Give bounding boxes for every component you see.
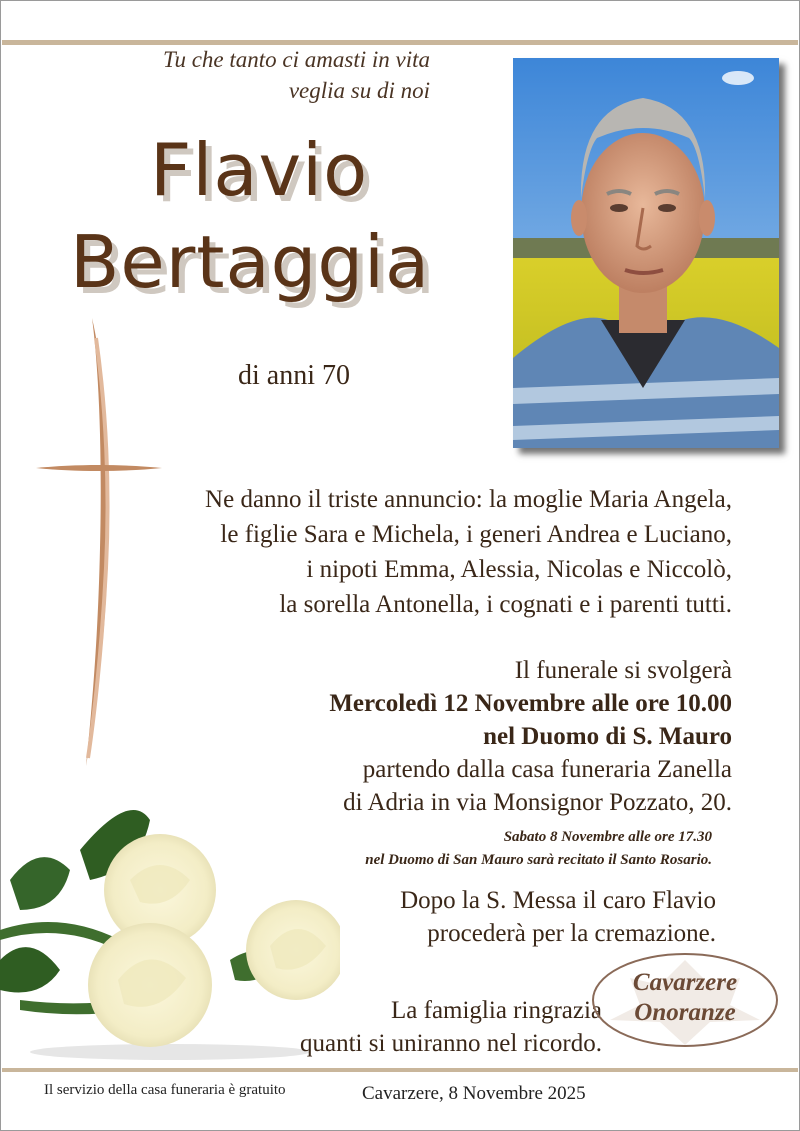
thanks-line: La famiglia ringrazia — [391, 997, 602, 1024]
announcement-line: i nipoti Emma, Alessia, Nicolas e Niccolò, — [306, 556, 732, 583]
white-roses-image — [0, 790, 340, 1060]
funeral-home-logo-text — [590, 968, 780, 1028]
announcement-line: la sorella Antonella, i cognati e i parenti tutti. — [279, 591, 732, 618]
cross-icon — [36, 318, 162, 766]
verse-line-2: veglia su di noi — [288, 78, 430, 103]
cremation-info — [400, 884, 716, 950]
place-date: Cavarzere, 8 Novembre 2025 — [362, 1083, 586, 1104]
funeral-address: di Adria in via Monsignor Pozzato, 20. — [343, 789, 732, 816]
first-name: Flavio — [150, 128, 369, 212]
age: di anni 70 — [238, 360, 350, 391]
announcement-line: le figlie Sara e Michela, i generi Andrea e Luciano, — [220, 521, 732, 548]
verse-line-1: Tu che tanto ci amasti in vita — [162, 47, 430, 72]
cremation-line: procederà per la cremazione. — [427, 920, 716, 947]
announcement — [205, 482, 732, 622]
service-note: Il servizio della casa funeraria è gratuito — [44, 1082, 286, 1098]
last-name: Bertaggia — [70, 220, 431, 304]
rosary-line: nel Duomo di San Mauro sarà recitato il Santo Rosario. — [365, 852, 712, 868]
rosary-line: Sabato 8 Novembre alle ore 17.30 — [503, 829, 712, 845]
cremation-line: Dopo la S. Messa il caro Flavio — [400, 887, 716, 914]
logo-line: Cavarzere — [632, 969, 738, 996]
verse — [163, 44, 430, 106]
logo-line: Onoranze — [634, 999, 736, 1026]
funeral-place: nel Duomo di S. Mauro — [483, 723, 732, 750]
thanks-line: quanti si uniranno nel ricordo. — [299, 1030, 602, 1057]
bottom-rule — [2, 1068, 798, 1072]
thanks — [300, 994, 602, 1060]
funeral-info — [329, 654, 732, 819]
announcement-line: Ne danno il triste annuncio: la moglie Maria Angela, — [205, 486, 732, 513]
funeral-date-time: Mercoledì 12 Novembre alle ore 10.00 — [329, 690, 732, 717]
funeral-intro: Il funerale si svolgerà — [514, 657, 732, 684]
portrait-photo — [513, 58, 779, 448]
rosary-info — [365, 826, 712, 872]
funeral-departure: partendo dalla casa funeraria Zanella — [362, 756, 732, 783]
